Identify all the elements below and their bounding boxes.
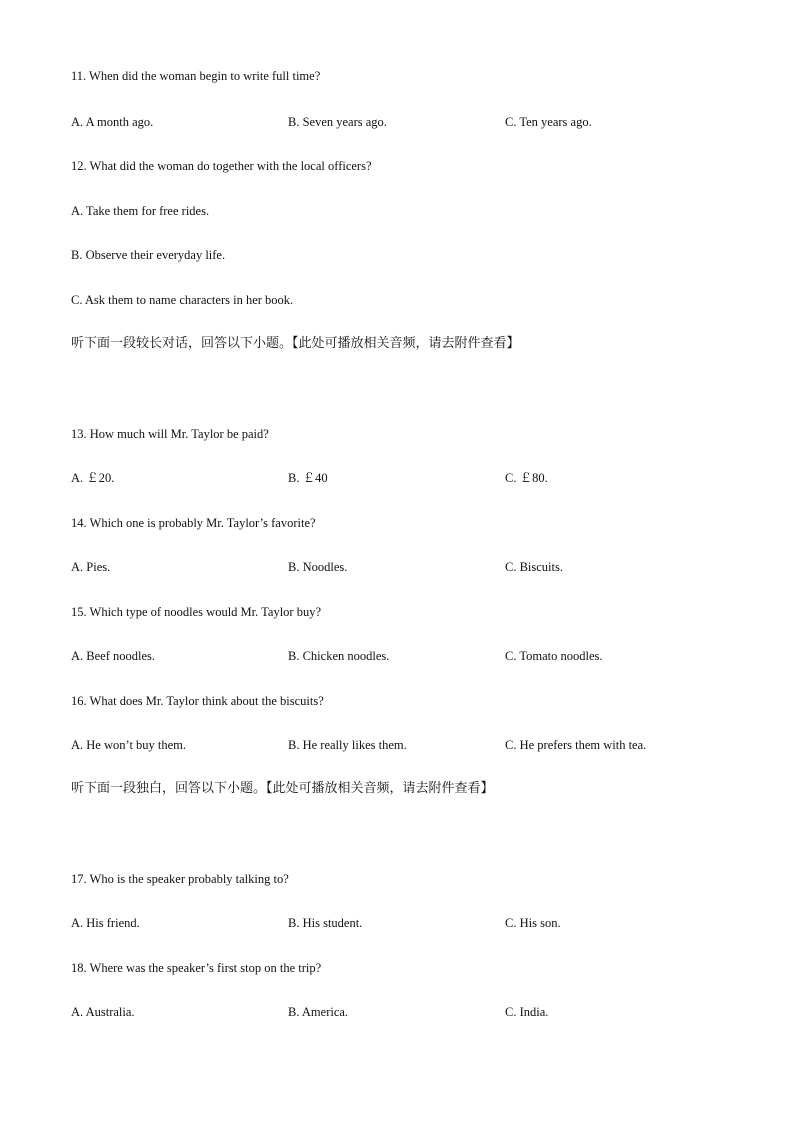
dialogue-instruction: 听下面一段较长对话，回答以下小题。【此处可播放相关音频，请去附件查看】 [71, 336, 520, 351]
q12-option-a: A. Take them for free rides. [71, 204, 210, 218]
q17-option-a: A. His friend. [71, 916, 140, 930]
q16-option-b: B. He really likes them. [288, 738, 407, 752]
question-13: 13. How much will Mr. Taylor be paid? [71, 427, 269, 441]
q12-option-b: B. Observe their everyday life. [71, 248, 226, 262]
q17-option-c: C. His son. [505, 916, 561, 930]
q16-option-a: A. He won’t buy them. [71, 738, 187, 752]
question-14: 14. Which one is probably Mr. Taylor’s favorite? [71, 516, 316, 530]
question-18: 18. Where was the speaker’s first stop on the trip? [71, 961, 322, 975]
q15-option-b: B. Chicken noodles. [288, 649, 390, 663]
q13-option-a: A. ￡20. [71, 471, 115, 485]
q15-option-a: A. Beef noodles. [71, 649, 156, 663]
q11-option-a: A. A month ago. [71, 115, 154, 129]
question-12: 12. What did the woman do together with the local officers? [71, 159, 372, 173]
q14-option-a: A. Pies. [71, 560, 111, 574]
q14-option-c: C. Biscuits. [505, 560, 563, 574]
q11-option-b: B. Seven years ago. [288, 115, 387, 129]
q13-option-b: B. ￡40 [288, 471, 328, 485]
q12-option-c: C. Ask them to name characters in her book. [71, 293, 294, 307]
q13-option-c: C. ￡80. [505, 471, 548, 485]
q17-option-b: B. His student. [288, 916, 363, 930]
question-15: 15. Which type of noodles would Mr. Taylor buy? [71, 605, 322, 619]
q16-option-c: C. He prefers them with tea. [505, 738, 647, 752]
q14-option-b: B. Noodles. [288, 560, 348, 574]
q18-option-b: B. America. [288, 1005, 349, 1019]
question-11: 11. When did the woman begin to write full time? [71, 69, 321, 83]
question-16: 16. What does Mr. Taylor think about the biscuits? [71, 694, 324, 708]
q11-option-c: C. Ten years ago. [505, 115, 592, 129]
q18-option-c: C. India. [505, 1005, 549, 1019]
q18-option-a: A. Australia. [71, 1005, 135, 1019]
monologue-instruction: 听下面一段独白，回答以下小题。【此处可播放相关音频，请去附件查看】 [71, 781, 494, 796]
q15-option-c: C. Tomato noodles. [505, 649, 603, 663]
question-17: 17. Who is the speaker probably talking to? [71, 872, 289, 886]
